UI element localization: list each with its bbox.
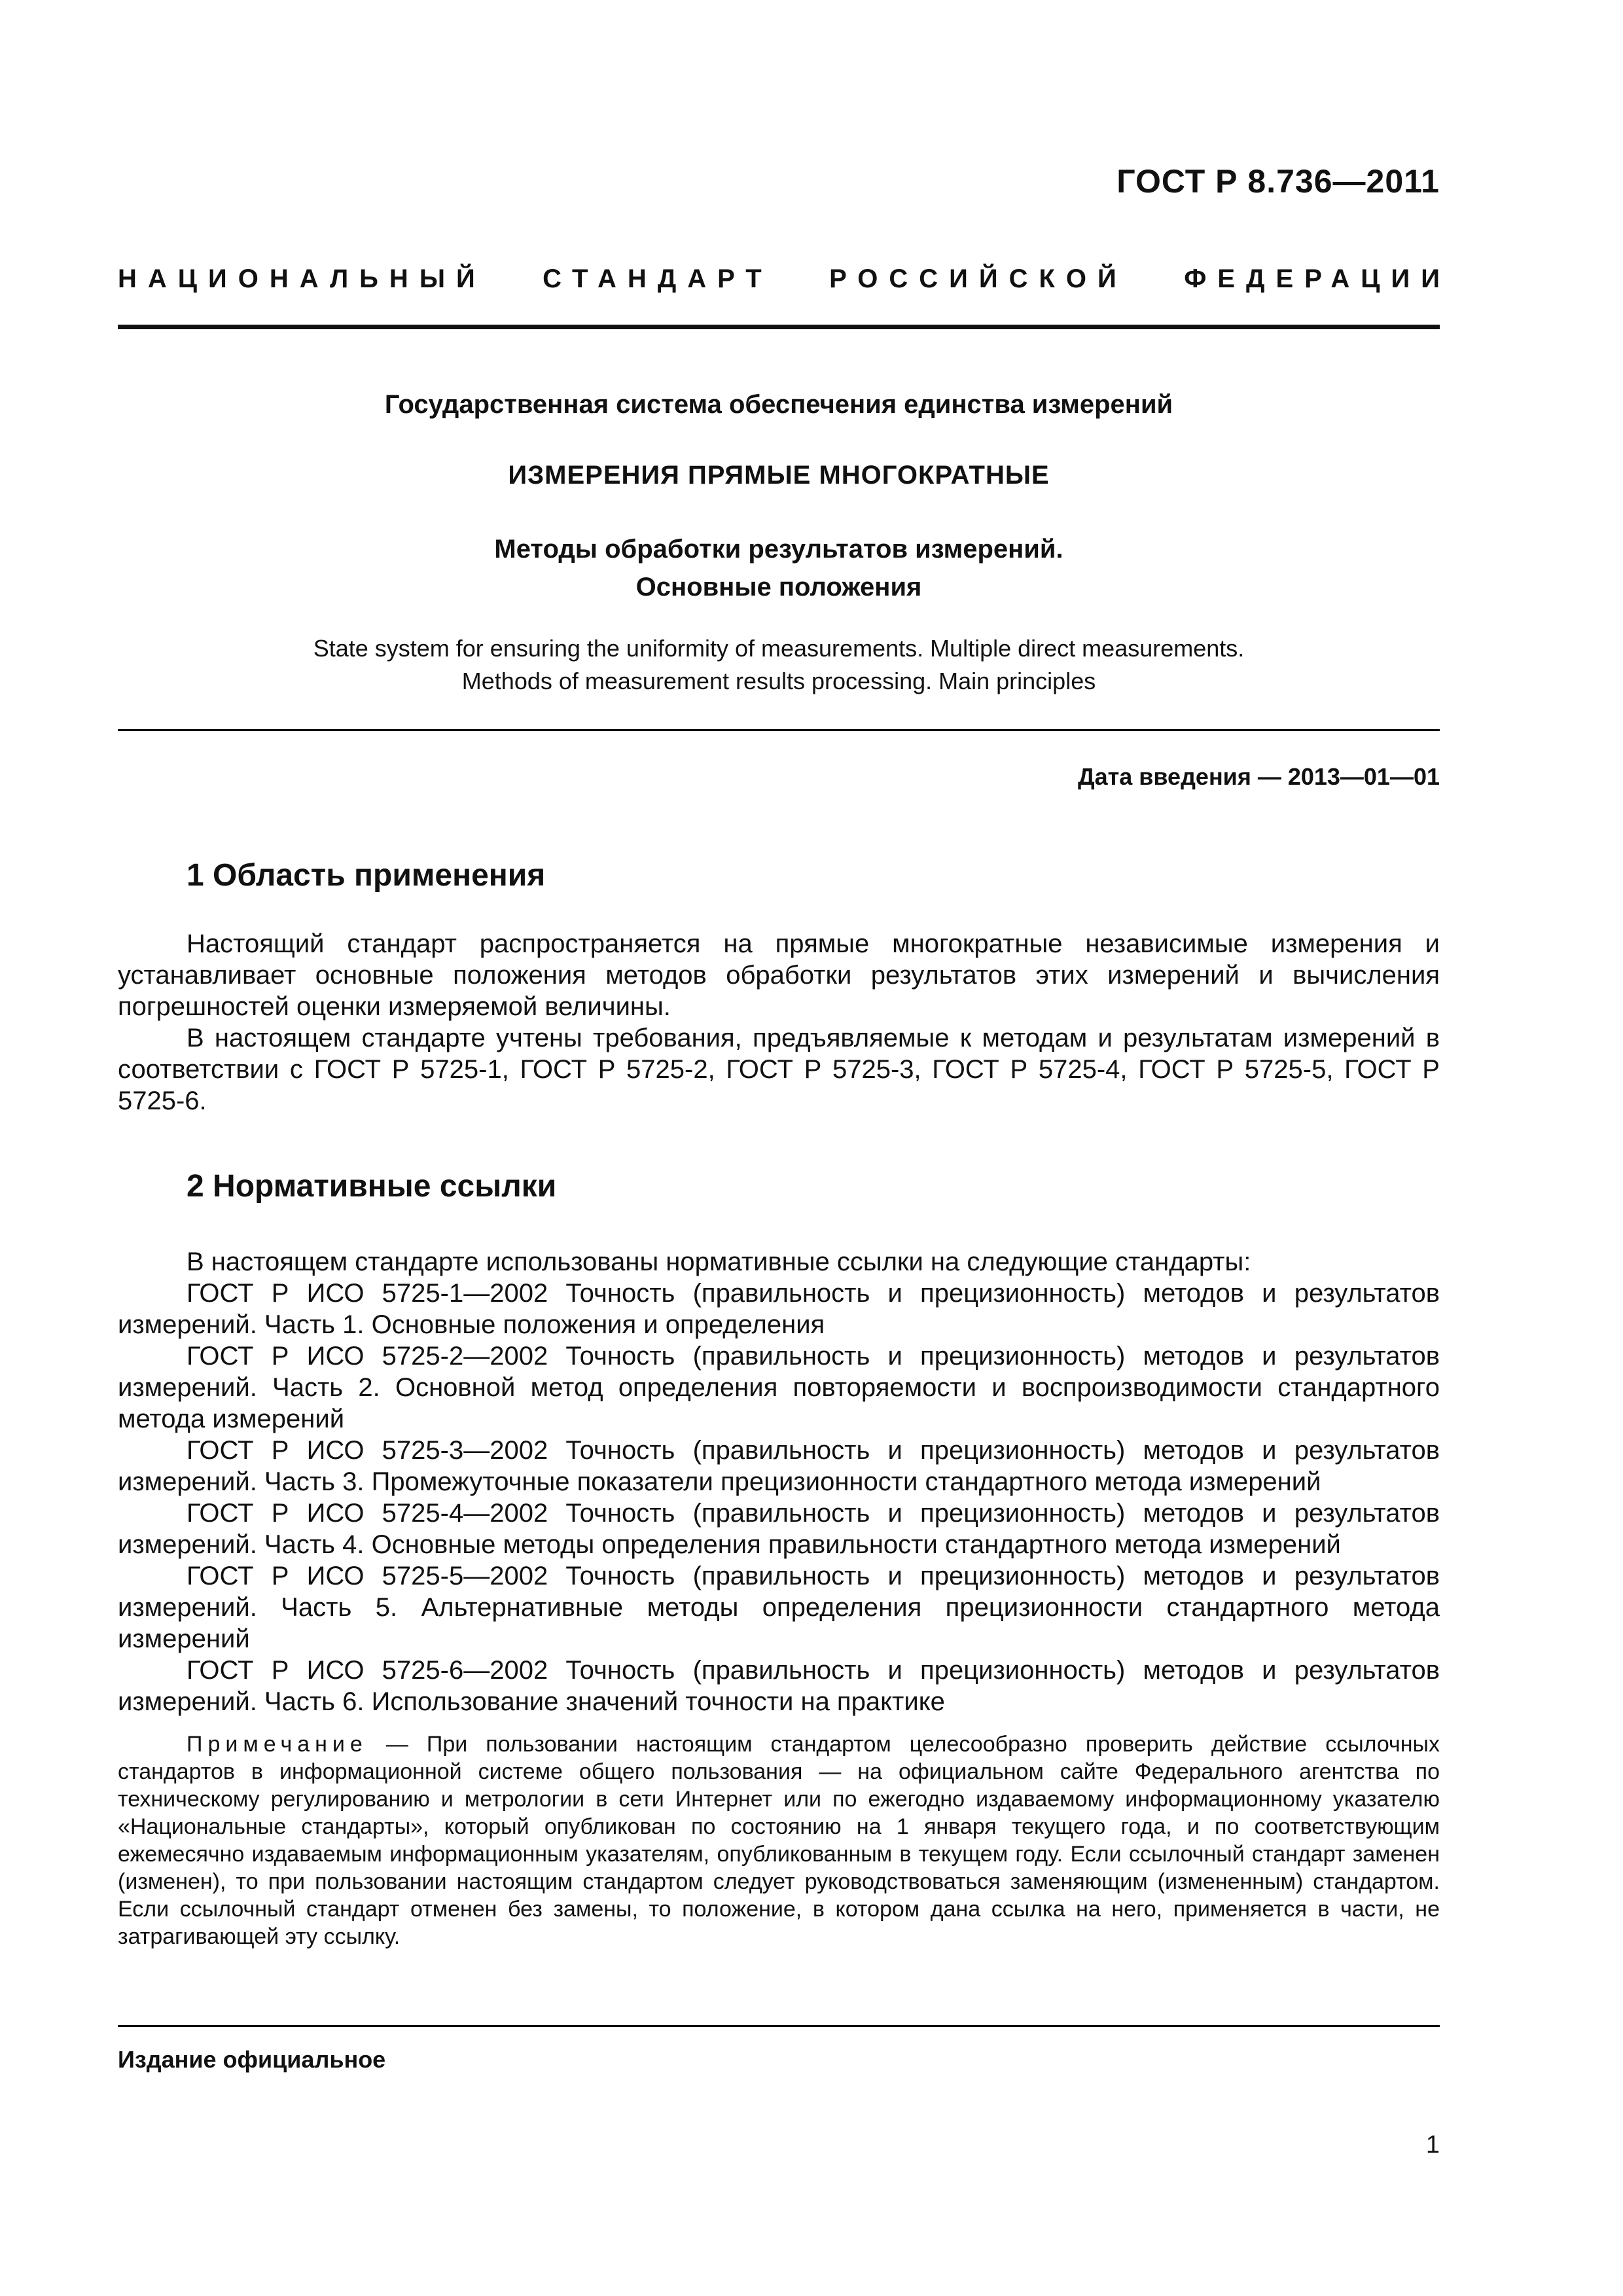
reference-item: ГОСТ Р ИСО 5725-1—2002 Точность (правильность и прецизионность) методов и результатов измерений. Часть 1. Основные положения и определения bbox=[118, 1279, 1440, 1339]
reference-item: ГОСТ Р ИСО 5725-5—2002 Точность (правильность и прецизионность) методов и результатов измерений. Часть 5. Альтернативные методы определения прецизионности стандартного метода измерений bbox=[118, 1562, 1440, 1653]
document-number: ГОСТ Р 8.736—2011 bbox=[1116, 163, 1440, 200]
note-block bbox=[118, 1731, 1440, 1950]
reference-item: ГОСТ Р ИСО 5725-4—2002 Точность (правильность и прецизионность) методов и результатов измерений. Часть 4. Основные методы определения правильности стандартного метода измерений bbox=[118, 1499, 1440, 1559]
paragraph: В настоящем стандарте учтены требования, предъявляемые к методам и результатам измерений в соответствии с ГОСТ Р 5725-1, ГОСТ Р 5725-2, ГОСТ Р 5725-3, ГОСТ Р 5725-4, ГОСТ Р 5725-5, ГОСТ Р 5725-6. bbox=[118, 1024, 1440, 1115]
footer-divider bbox=[118, 2025, 1440, 2027]
reference-item: ГОСТ Р ИСО 5725-6—2002 Точность (правильность и прецизионность) методов и результатов измерений. Часть 6. Использование значений точности на практике bbox=[118, 1656, 1440, 1716]
header-divider bbox=[118, 325, 1440, 329]
edition-label: Издание официальное bbox=[118, 2046, 386, 2073]
paragraph: Настоящий стандарт распространяется на прямые многократные независимые измерения и устанавливает основные положения методов обработки результатов этих измерений и вычисления погрешностей оценки измеряемой величины. bbox=[118, 929, 1440, 1021]
paragraph: В настоящем стандарте использованы нормативные ссылки на следующие стандарты: bbox=[187, 1247, 1251, 1276]
note-label: Примечание bbox=[187, 1732, 368, 1757]
english-title-line: Methods of measurement results processing. Main principles bbox=[461, 668, 1096, 694]
section-references-body bbox=[118, 1246, 1440, 1717]
sub-title bbox=[118, 530, 1440, 606]
title-divider bbox=[118, 729, 1440, 731]
national-standard-banner bbox=[118, 264, 1451, 294]
introduction-date: Дата введения — 2013—01—01 bbox=[1077, 763, 1440, 790]
reference-item: ГОСТ Р ИСО 5725-2—2002 Точность (правильность и прецизионность) методов и результатов измерений. Часть 2. Основной метод определения повторяемости и воспроизводимости стандартного метода измерений bbox=[118, 1342, 1440, 1433]
sub-title-line: Методы обработки результатов измерений. bbox=[494, 535, 1063, 564]
section-heading-scope: 1 Область применения bbox=[187, 858, 546, 893]
note-text: — При пользовании настоящим стандартом целесообразно проверить действие ссылочных стандартов в информационной системе общего пользования — на официальном сайте Федерального агентства по техническому регулированию и метрологии в сети Интернет или по ежегодно издаваемому информационному указателю «Национальные стандарты», который опубликован по состоянию на 1 января текущего года, и по соответствующим ежемесячно издаваемым информационным указателям, опубликованным в текущем году. Если ссылочный стандарт заменен (изменен), то при пользовании настоящим стандартом следует руководствоваться заменяющим (измененным) стандартом. Если ссылочный стандарт отменен без замены, то положение, в котором дана ссылка на него, применяется в части, не затрагивающей эту ссылку. bbox=[118, 1732, 1440, 1949]
banner-word: НАЦИОНАЛЬНЫЙ bbox=[118, 264, 486, 293]
english-title-line: State system for ensuring the uniformity of measurements. Multiple direct measurements. bbox=[313, 635, 1245, 662]
document-page bbox=[118, 0, 1451, 2296]
banner-word: ФЕДЕРАЦИИ bbox=[1184, 264, 1451, 293]
sub-title-line: Основные положения bbox=[635, 573, 922, 601]
reference-item: ГОСТ Р ИСО 5725-3—2002 Точность (правильность и прецизионность) методов и результатов измерений. Часть 3. Промежуточные показатели прецизионности стандартного метода измерений bbox=[118, 1436, 1440, 1496]
note-paragraph bbox=[118, 1731, 1440, 1950]
section-heading-references: 2 Нормативные ссылки bbox=[187, 1169, 557, 1204]
section-scope-body bbox=[118, 928, 1440, 1117]
page-number: 1 bbox=[1425, 2131, 1440, 2159]
banner-word: СТАНДАРТ bbox=[543, 264, 773, 293]
system-title: Государственная система обеспечения единства измерений bbox=[384, 390, 1173, 419]
main-title: ИЗМЕРЕНИЯ ПРЯМЫЕ МНОГОКРАТНЫЕ bbox=[508, 461, 1050, 490]
english-title bbox=[118, 632, 1440, 698]
banner-word: РОССИЙСКОЙ bbox=[829, 264, 1128, 293]
